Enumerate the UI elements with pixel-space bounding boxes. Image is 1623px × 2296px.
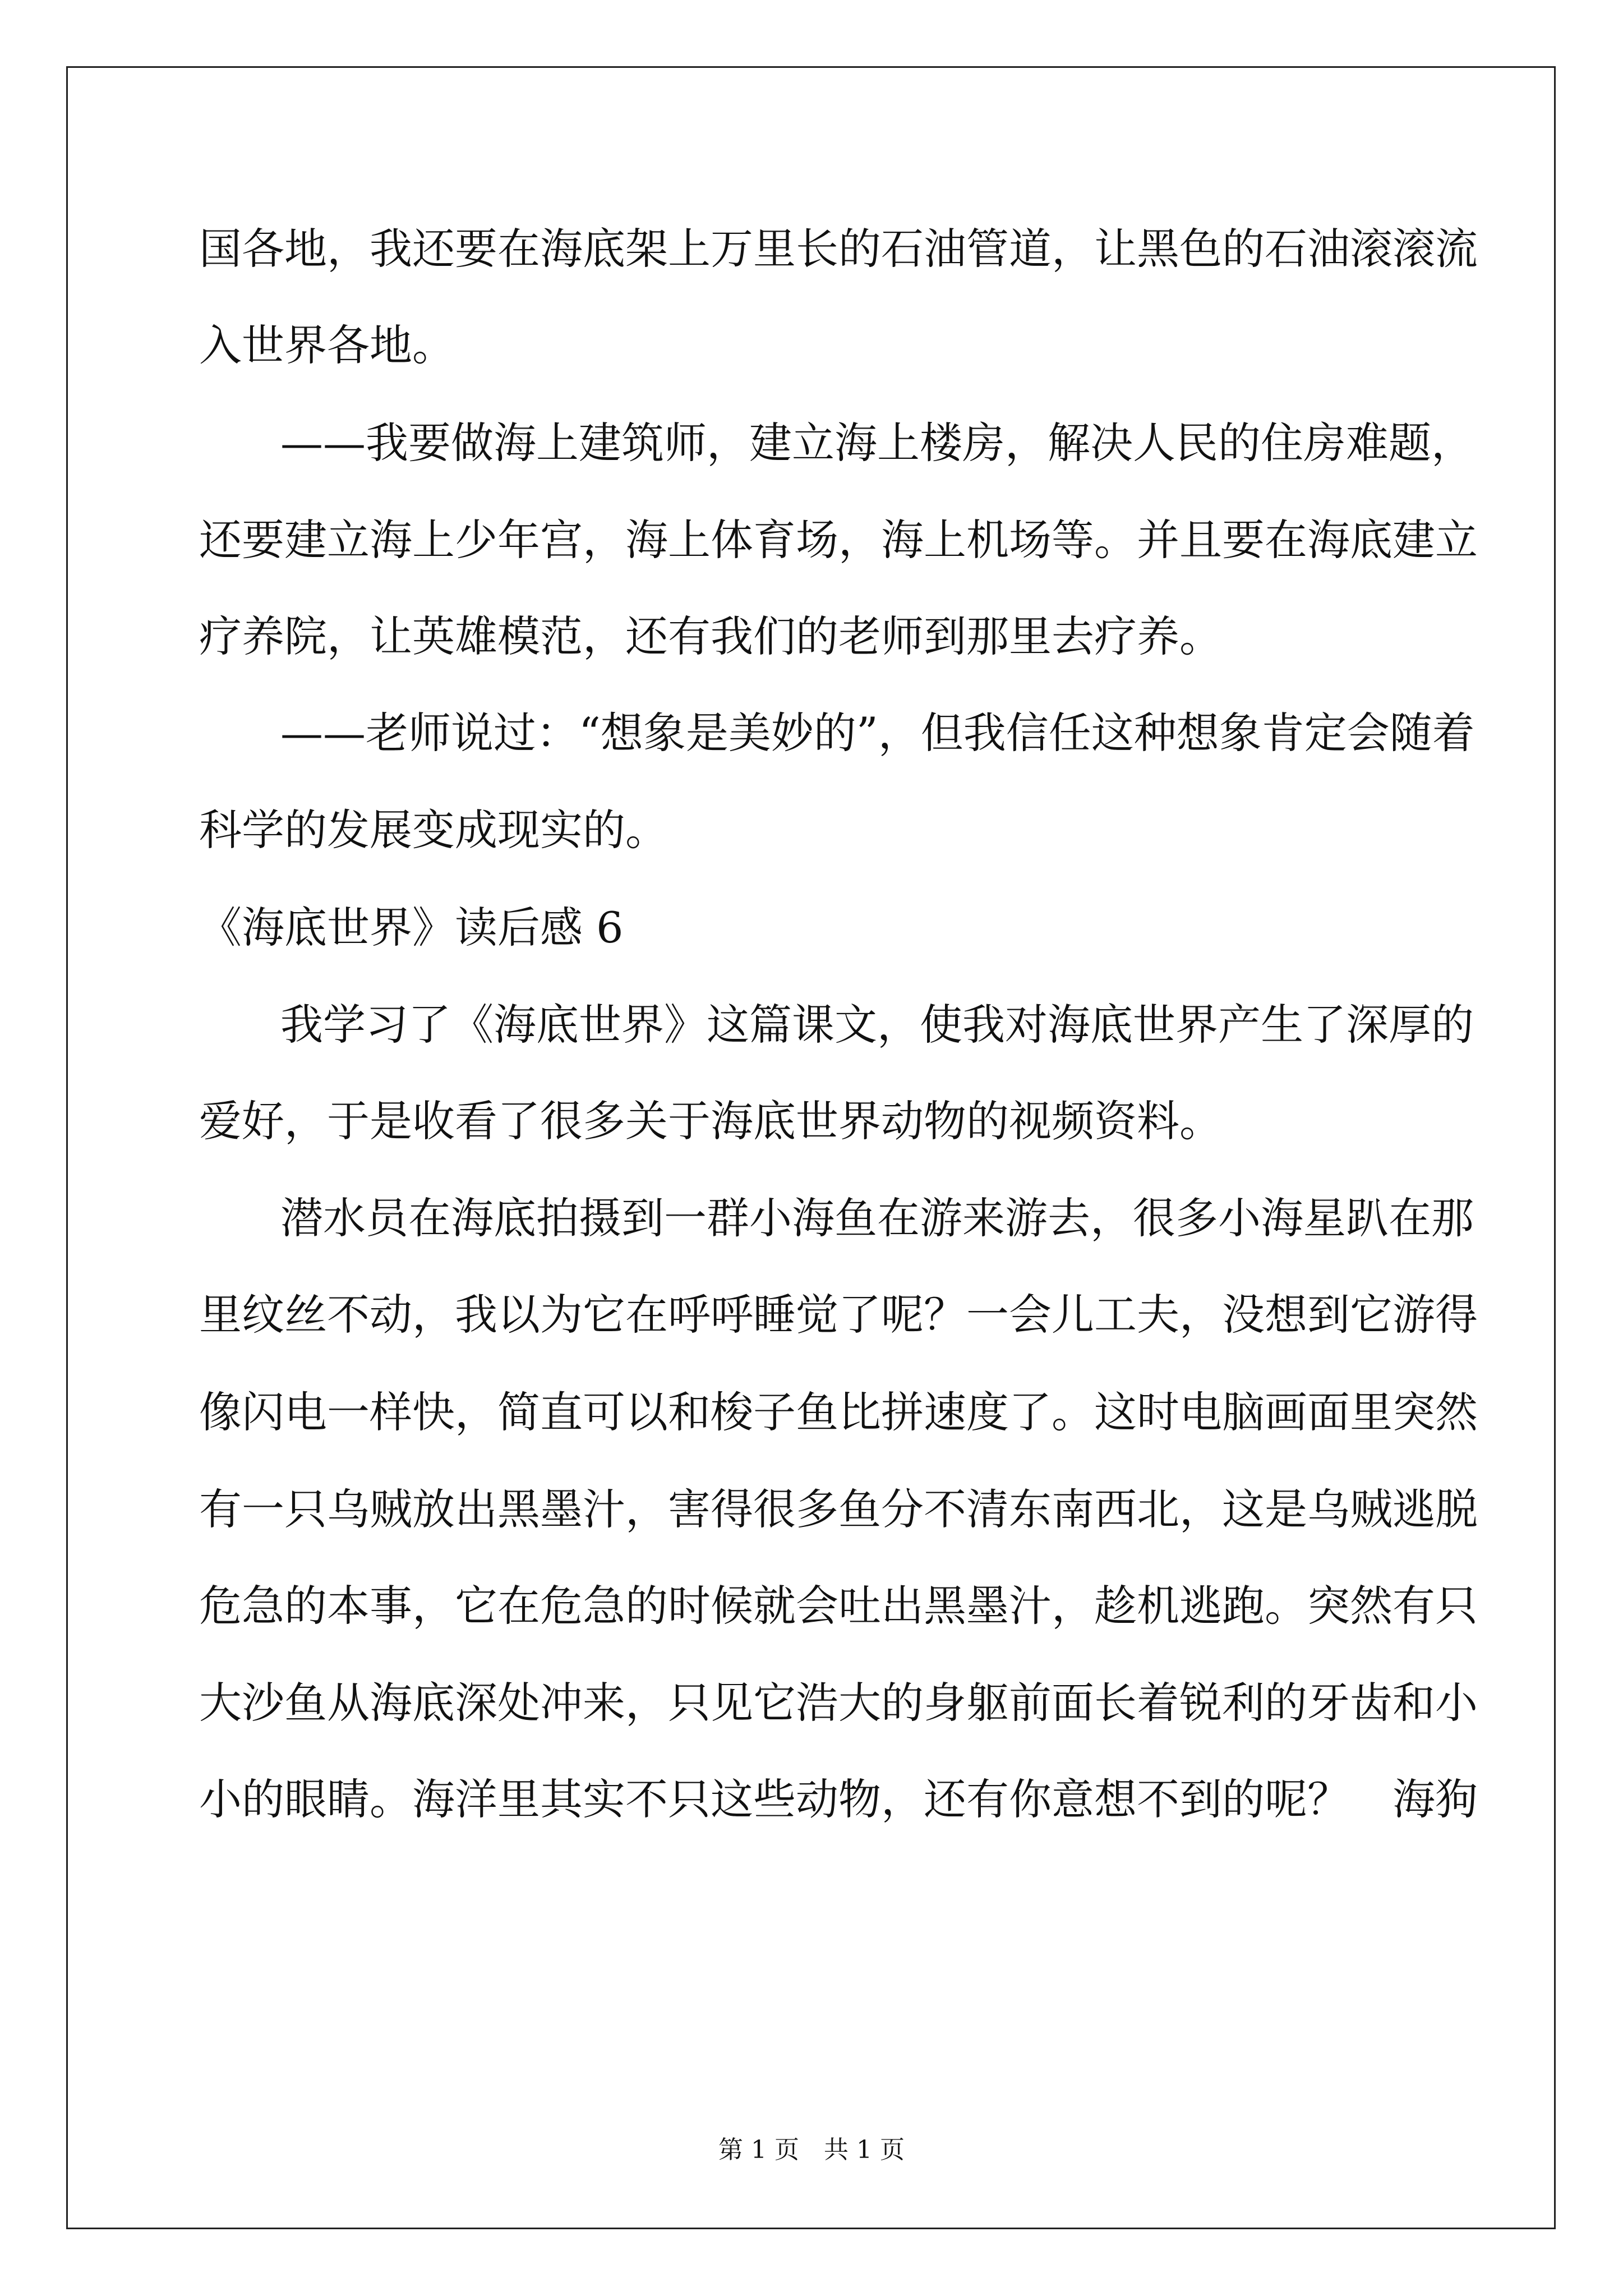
text-line: ——我要做海上建筑师，建立海上楼房，解决人民的住房难题， — [280, 418, 1474, 468]
text-line: 还要建立海上少年宫，海上体育场，海上机场等。并且要在海底建立 — [199, 515, 1478, 565]
page-footer: 第 1 页 共 1 页 — [718, 2136, 905, 2164]
section-heading: 《海底世界》读后感 6 — [199, 903, 624, 953]
page-border — [66, 66, 1556, 2229]
text-line: 危急的本事，它在危急的时候就会吐出黑墨汁，趁机逃跑。突然有只 — [199, 1581, 1478, 1631]
text-line: 像闪电一样快，简直可以和梭子鱼比拼速度了。这时电脑画面里突然 — [199, 1387, 1478, 1437]
text-line: 国各地，我还要在海底架上万里长的石油管道，让黑色的石油滚滚流 — [199, 224, 1478, 274]
text-line: 入世界各地。 — [199, 320, 455, 370]
text-line: 里纹丝不动，我以为它在呼呼睡觉了呢？一会儿工夫，没想到它游得 — [199, 1290, 1478, 1340]
text-line: 爱好，于是收看了很多关于海底世界动物的视频资料。 — [199, 1096, 1222, 1146]
text-line: 有一只乌贼放出黑墨汁，害得很多鱼分不清东南西北，这是乌贼逃脱 — [199, 1484, 1478, 1534]
text-line: 我学习了《海底世界》这篇课文，使我对海底世界产生了深厚的 — [280, 1000, 1474, 1050]
text-line: 大沙鱼从海底深处冲来，只见它浩大的身躯前面长着锐利的牙齿和小 — [199, 1678, 1478, 1728]
text-line: 科学的发展变成现实的。 — [199, 805, 668, 855]
text-line: 小的眼睛。海洋里其实不只这些动物，还有你意想不到的呢？ 海狗 — [199, 1774, 1478, 1824]
text-line: 疗养院，让英雄模范，还有我们的老师到那里去疗养。 — [199, 611, 1222, 661]
text-line: 潜水员在海底拍摄到一群小海鱼在游来游去，很多小海星趴在那 — [280, 1193, 1474, 1243]
text-line: ——老师说过：“想象是美妙的”，但我信任这种想象肯定会随着 — [280, 708, 1475, 758]
